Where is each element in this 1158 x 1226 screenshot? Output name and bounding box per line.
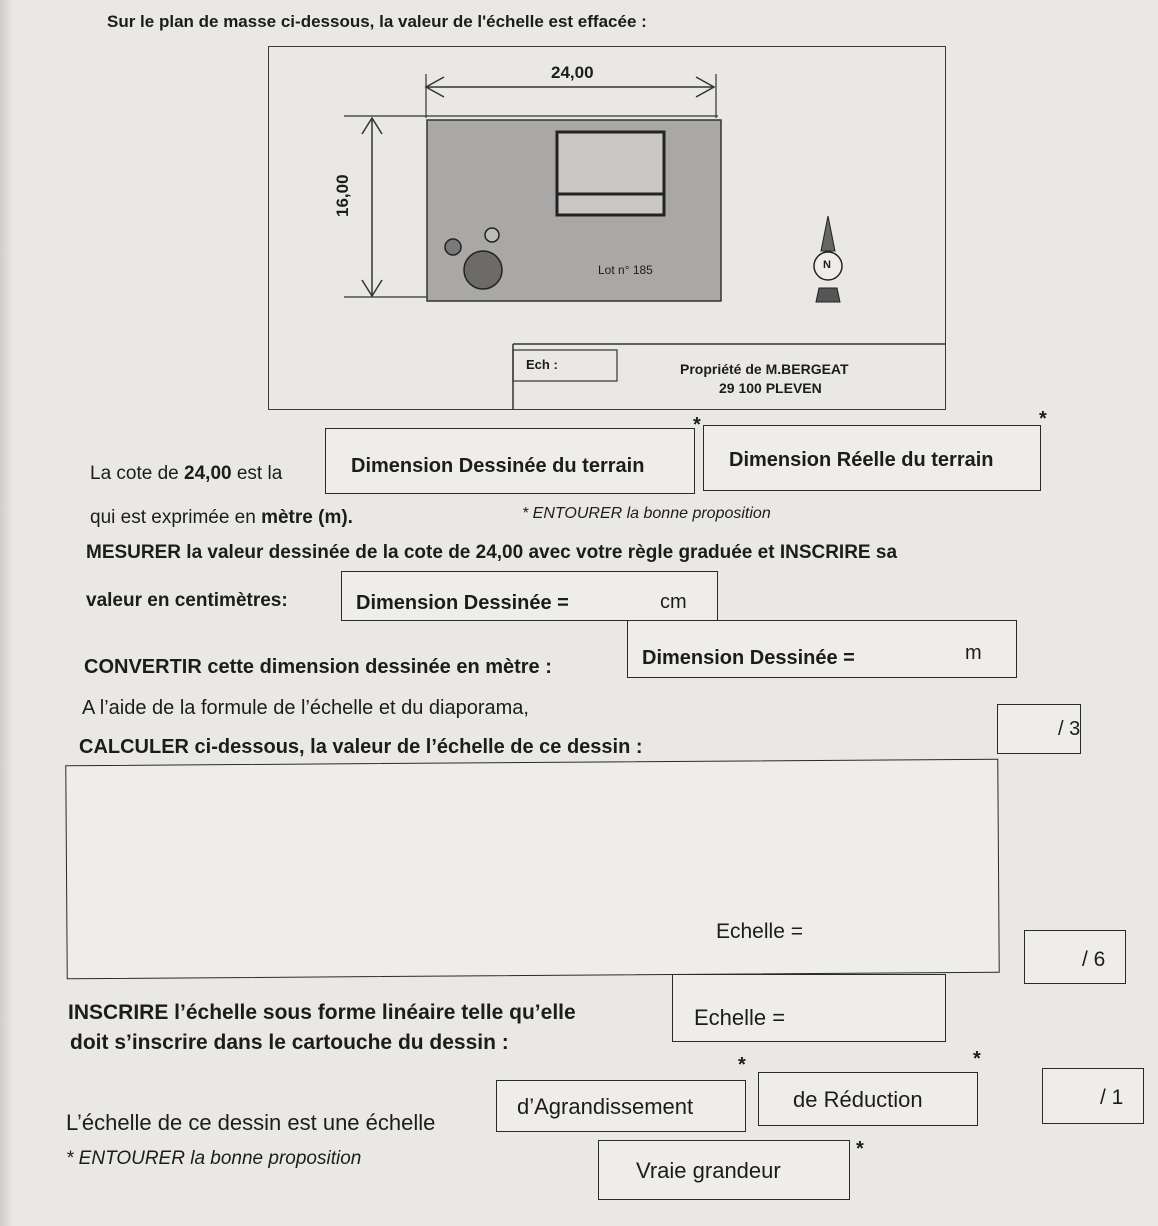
owner-line-1: Propriété de M.BERGEAT [680,361,849,377]
unit-m: m [965,642,982,664]
score-3: / 3 [1058,718,1081,740]
q6-text: L’échelle de ce dessin est une échelle [66,1110,436,1135]
score-box-1 [1042,1068,1144,1124]
calculation-area[interactable] [65,759,999,980]
width-dimension-label: 24,00 [551,63,594,82]
q5-line-1: INSCRIRE l’échelle sous forme linéaire telle qu’elle [68,1001,576,1024]
q1-unit-text: qui est exprimée en mètre (m). [90,507,353,528]
drawn-dimension-cm-label: Dimension Dessinée = [356,592,569,614]
star-marker: * [973,1048,981,1070]
option-enlargement-label: d’Agrandissement [517,1094,694,1119]
height-dimension-label: 16,00 [333,174,352,217]
option-real-dimension-label: Dimension Réelle du terrain [729,449,994,471]
score-box-6 [1024,930,1126,984]
q2-line-2: valeur en centimètres: [86,590,288,611]
linear-scale-label: Echelle = [694,1005,786,1030]
page-fold-shadow [0,0,14,1226]
star-marker: * [856,1138,864,1160]
q3-text: CONVERTIR cette dimension dessinée en mètre : [84,656,552,678]
site-plan-drawing [268,46,946,410]
owner-line-2: 29 100 PLEVEN [719,380,822,396]
option-drawn-dimension-label: Dimension Dessinée du terrain [351,455,645,477]
score-1: / 1 [1100,1086,1124,1109]
option-true-size-label: Vraie grandeur [636,1158,781,1183]
unit-cm: cm [660,591,687,613]
north-label: N [823,259,831,271]
star-marker: * [693,414,701,436]
star-marker: * [738,1054,746,1076]
option-reduction-label: de Réduction [793,1087,923,1112]
star-marker: * [1039,408,1047,430]
lot-label: Lot n° 185 [598,263,653,277]
q1-prefix: La cote de 24,00 est la [90,463,283,484]
q6-instruction: * ENTOURER la bonne proposition [66,1148,362,1169]
ech-label: Ech : [526,357,558,372]
q5-line-2: doit s’inscrire dans le cartouche du dessin : [70,1031,509,1054]
q2-line-1: MESURER la valeur dessinée de la cote de 24,00 avec votre règle graduée et INSCRIRE sa [86,542,898,563]
q4-line-1: A l’aide de la formule de l’échelle et du diaporama, [82,697,529,719]
q4-line-2: CALCULER ci-dessous, la valeur de l’échelle de ce dessin : [79,736,643,758]
score-6: / 6 [1082,948,1106,971]
drawn-dimension-m-label: Dimension Dessinée = [642,647,855,669]
intro-text: Sur le plan de masse ci-dessous, la valeur de l'échelle est effacée : [107,12,647,31]
echelle-calc-label: Echelle = [716,920,803,943]
q1-instruction: * ENTOURER la bonne proposition [522,505,771,522]
